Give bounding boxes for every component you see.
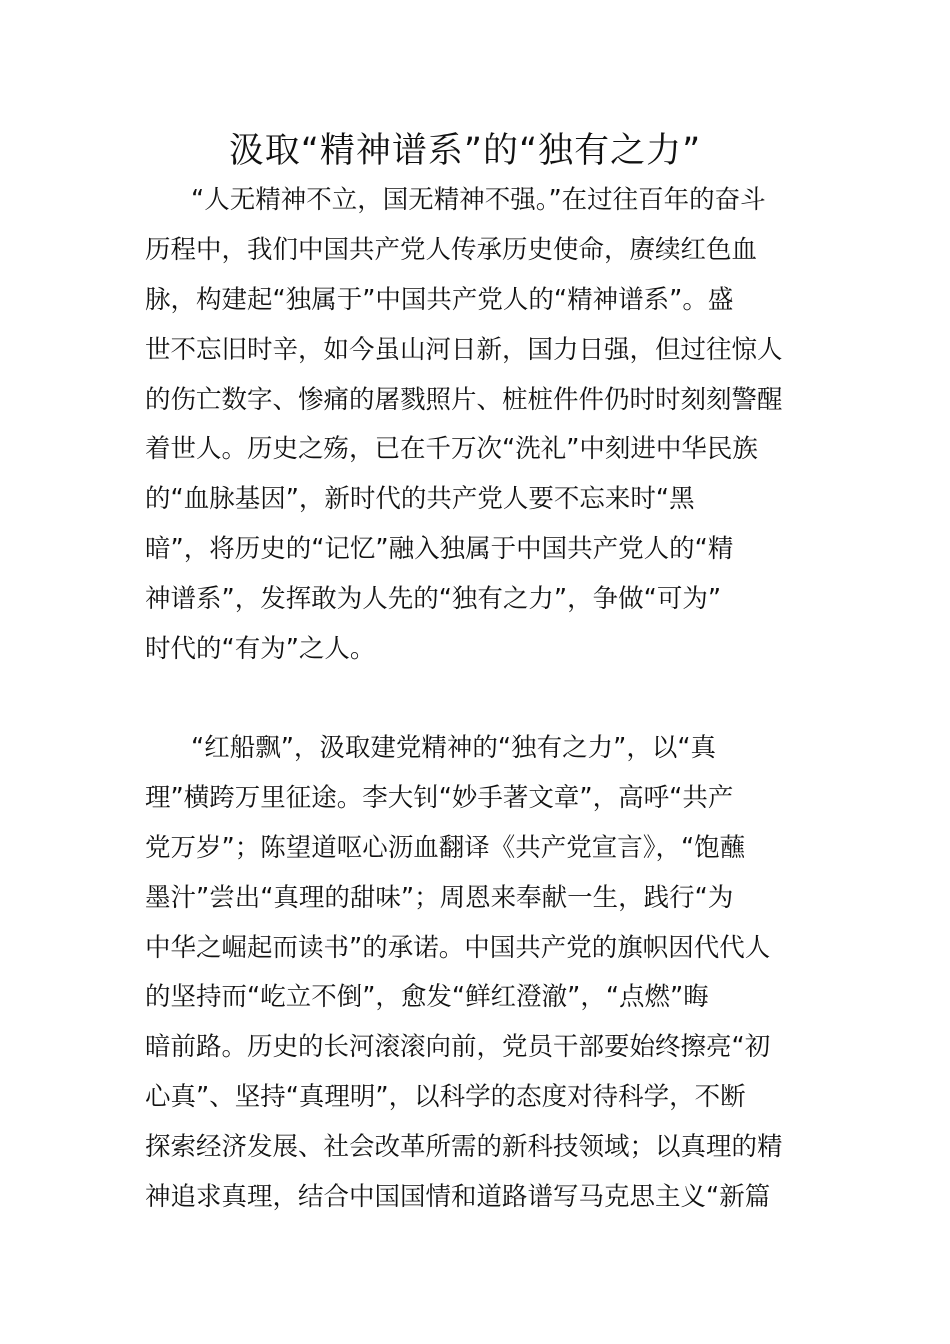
paragraph-line: 探索经济发展、社会改革所需的新科技领域；以真理的精: [145, 1132, 783, 1163]
paragraph-line: 暗”，将历史的“记忆”融入独属于中国共产党人的“精: [145, 534, 734, 565]
paragraph-line: 脉，构建起“独属于”中国共产党人的“精神谱系”。盛: [145, 284, 734, 315]
paragraph-line: 的坚持而“屹立不倒”，愈发“鲜红澄澈”，“点燃”晦: [145, 982, 709, 1013]
paragraph-1: [145, 176, 810, 675]
paragraph-line: “人无精神不立，国无精神不强。”在过往百年的奋斗: [191, 185, 766, 215]
paragraph-line: 中华之崛起而读书”的承诺。中国共产党的旗帜因代代人: [145, 932, 771, 963]
paragraph-line: 时代的“有为”之人。: [145, 634, 376, 665]
paragraph-line: 的伤亡数字、惨痛的屠戮照片、桩桩件件仍时时刻刻警醒: [145, 384, 783, 415]
paragraph-line: 党万岁”；陈望道呕心沥血翻译《共产党宣言》，“饱蘸: [145, 832, 746, 863]
paragraph-line: 神谱系”，发挥敢为人先的“独有之力”，争做“可为”: [145, 584, 722, 615]
paragraph-line: “红船飘”，汲取建党精神的“独有之力”，以“真: [191, 733, 717, 763]
paragraph-line: 世不忘旧时辛，如今虽山河日新，国力日强，但过往惊人: [145, 334, 783, 365]
paragraph-line: 历程中，我们中国共产党人传承历史使命，赓续红色血: [145, 234, 758, 265]
document-title: 汲取“精神谱系”的“独有之力”: [228, 131, 702, 171]
paragraph-line: 墨汁”尝出“真理的甜味”；周恩来奉献一生，践行“为: [145, 882, 734, 913]
paragraph-2: [145, 724, 810, 1223]
paragraph-line: 理”横跨万里征途。李大钊“妙手著文章”，高呼“共产: [145, 782, 734, 813]
paragraph-line: 着世人。历史之殇，已在千万次“洗礼”中刻进中华民族: [145, 434, 758, 465]
paragraph-line: 神追求真理，结合中国国情和道路谱写马克思主义“新篇: [145, 1182, 771, 1213]
paragraph-line: 心真”、坚持“真理明”，以科学的态度对待科学，不断: [145, 1082, 746, 1113]
paragraph-line: 的“血脉基因”，新时代的共产党人要不忘来时“黑: [145, 484, 695, 515]
paragraph-line: 暗前路。历史的长河滚滚向前，党员干部要始终擦亮“初: [145, 1032, 771, 1063]
